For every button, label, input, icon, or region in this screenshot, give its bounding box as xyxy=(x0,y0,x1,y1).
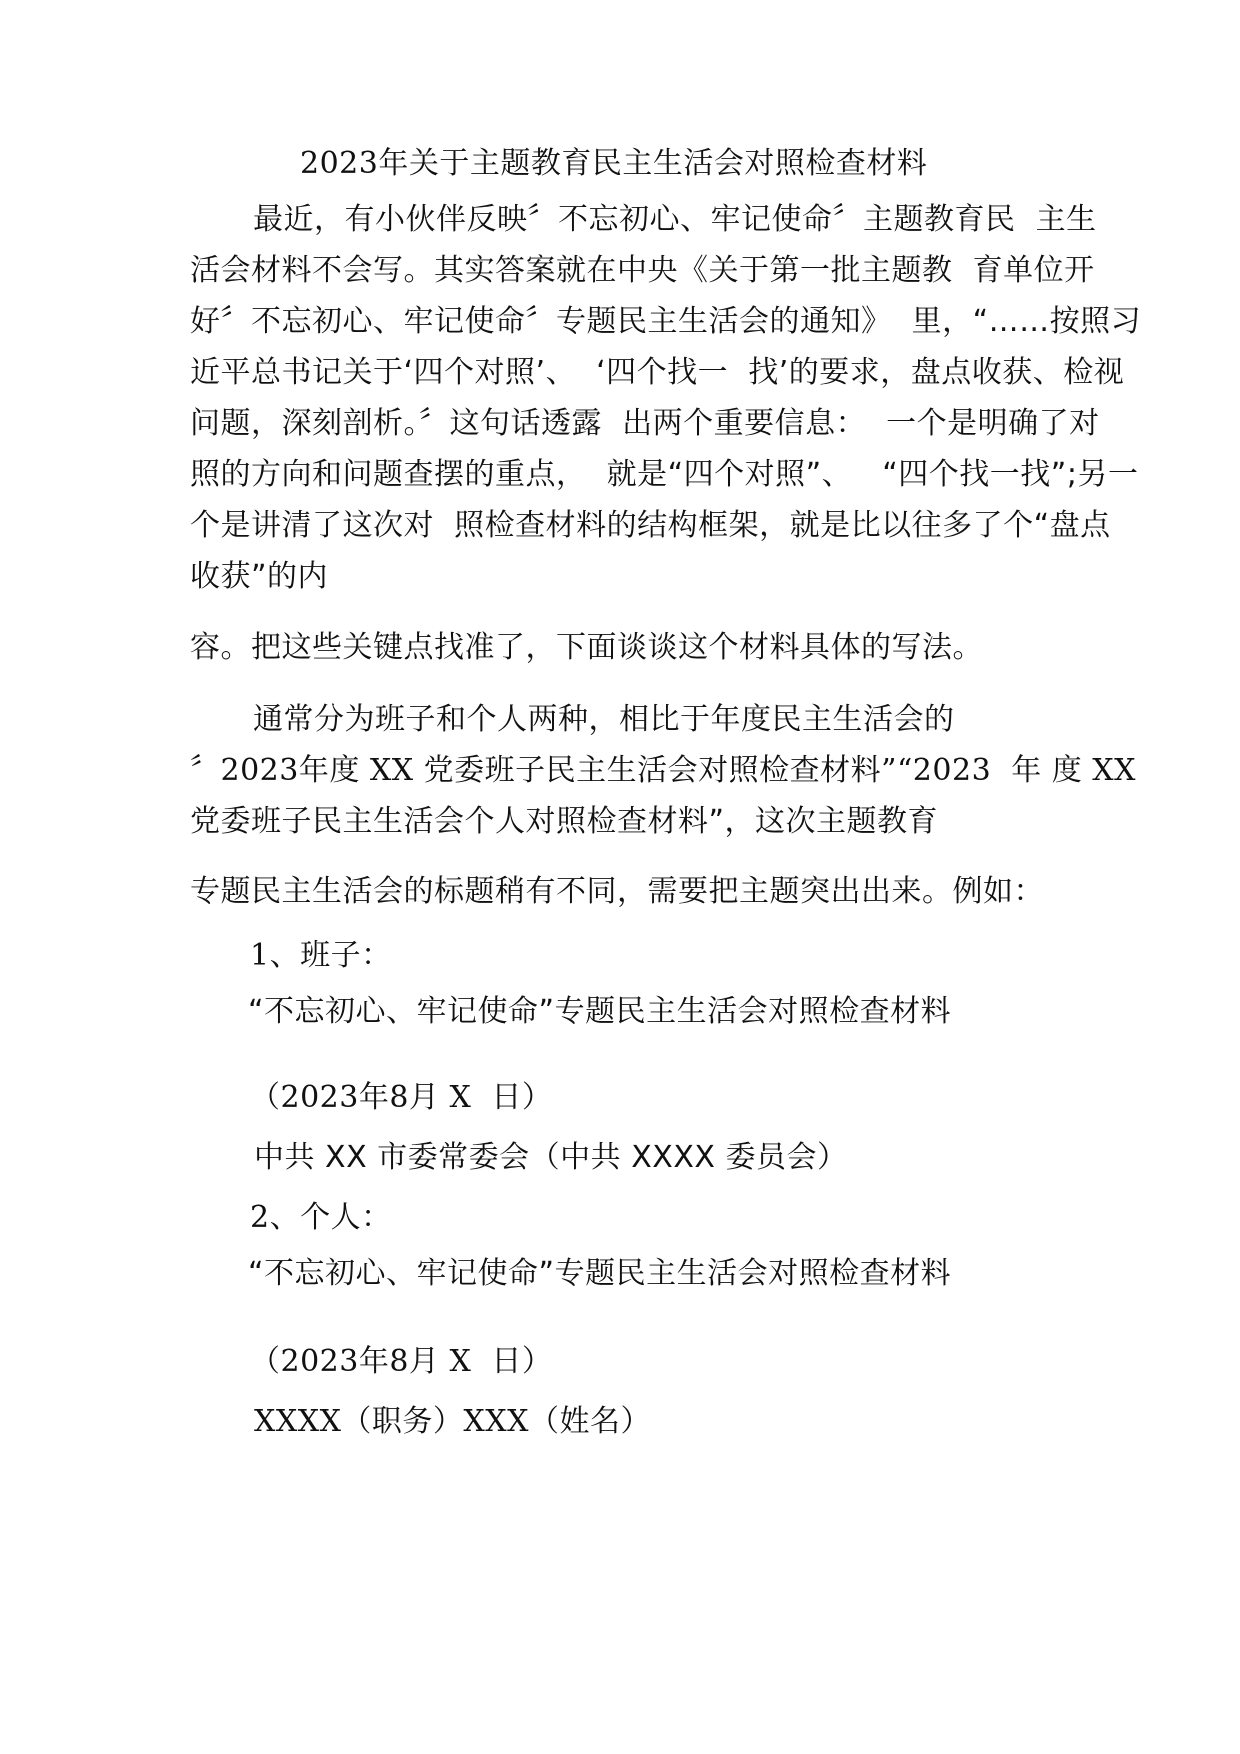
example-2-label: 2、个人： xyxy=(250,1200,392,1235)
paragraph-2-line-1: 通常分为班子和个人两种，相比于年度民主生活会的 xyxy=(253,702,955,737)
paragraph-1-line-8: 收获”的内 xyxy=(190,559,329,594)
example-2-heading: “不忘初心、牢记使命”专题民主生活会对照检查材料 xyxy=(248,1256,952,1291)
example-1-date: （2023年8月 X 日） xyxy=(250,1080,553,1115)
example-1-heading: “不忘初心、牢记使命”专题民主生活会对照检查材料 xyxy=(248,994,952,1029)
document-title: 2023年关于主题教育民主生活会对照检查材料 xyxy=(300,146,928,181)
paragraph-1-line-2: 活会材料不会写。其实答案就在中央《关于第一批主题教 育单位开 xyxy=(190,253,1095,288)
paragraph-1-line-1: 最近，有小伙伴反映〞不忘初心、牢记使命〞主题教育民 主生 xyxy=(253,202,1097,237)
paragraph-1-line-3: 好〞不忘初心、牢记使命〞专题民主生活会的通知》 里，“……按照习 xyxy=(190,304,1142,339)
paragraph-2-continuation: 专题民主生活会的标题稍有不同，需要把主题突出出来。例如： xyxy=(190,874,1044,909)
paragraph-1-line-6: 照的方向和问题查摆的重点， 就是“四个对照”、 “四个找一找”;另一 xyxy=(190,457,1139,492)
paragraph-1-line-4: 近平总书记关于‘四个对照’、 ‘四个找一 找’的要求，盘点收获、检视 xyxy=(190,355,1125,390)
paragraph-2-line-3: 党委班子民主生活会个人对照检查材料”，这次主题教育 xyxy=(190,804,939,839)
example-2-author: XXXX（职务）XXX（姓名） xyxy=(254,1404,652,1439)
paragraph-1-continuation: 容。把这些关键点找准了，下面谈谈这个材料具体的写法。 xyxy=(190,630,983,665)
example-1-author: 中共 XX 市委常委会（中共 XXXX 委员会） xyxy=(254,1140,848,1175)
paragraph-1-line-5: 问题，深刻剖析。〞这句话透露 出两个重要信息： 一个是明确了对 xyxy=(190,406,1100,441)
paragraph-2-line-2: 〞2023年度 XX 党委班子民主生活会对照检查材料”“2023 年 度 XX xyxy=(190,753,1137,788)
example-2-date: （2023年8月 X 日） xyxy=(250,1344,553,1379)
example-1-label: 1、班子： xyxy=(250,938,392,973)
paragraph-1-line-7: 个是讲清了这次对 照检查材料的结构框架，就是比以往多了个“盘点 xyxy=(190,508,1111,543)
